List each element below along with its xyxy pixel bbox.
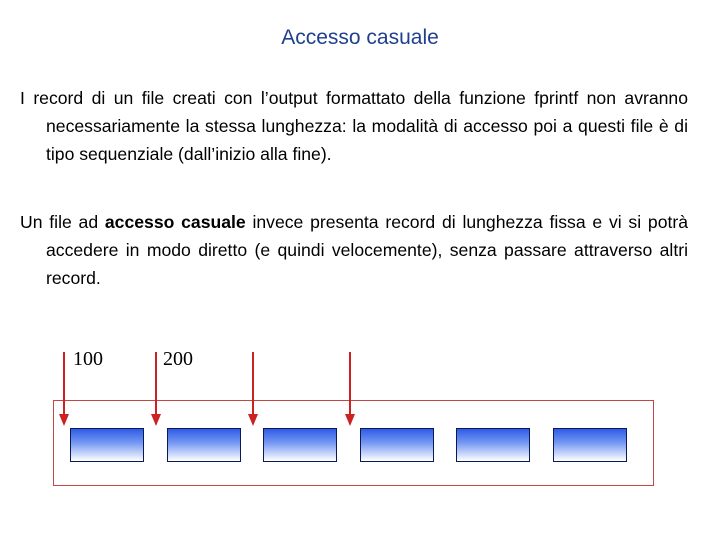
record-box-5 [456,428,530,462]
slide-title: Accesso casuale [281,26,439,49]
paragraph-suffix: invece presenta record di lunghezza fissa e vi si potrà accedere in modo diretto (e quindi velocemente), senza passare attraverso altri record. [46,212,689,288]
offset-label-100: 100 [73,348,103,370]
record-box-4 [360,428,434,462]
offset-label-200: 200 [163,348,193,370]
record-box-1 [70,428,144,462]
record-box-3 [263,428,337,462]
paragraph-prefix: Un file ad [20,212,105,232]
paragraph-sequential: I record di un file creati con l’output formattato della funzione fprintf non avranno necessariamente la stessa lunghezza: la modalità di accesso poi a questi file è di tipo sequenziale (dall’inizio alla fine). [20,88,688,164]
bold-term: accesso casuale [104,212,246,232]
paragraph-random-access [20,208,688,292]
record-box-2 [167,428,241,462]
record-box-6 [553,428,627,462]
